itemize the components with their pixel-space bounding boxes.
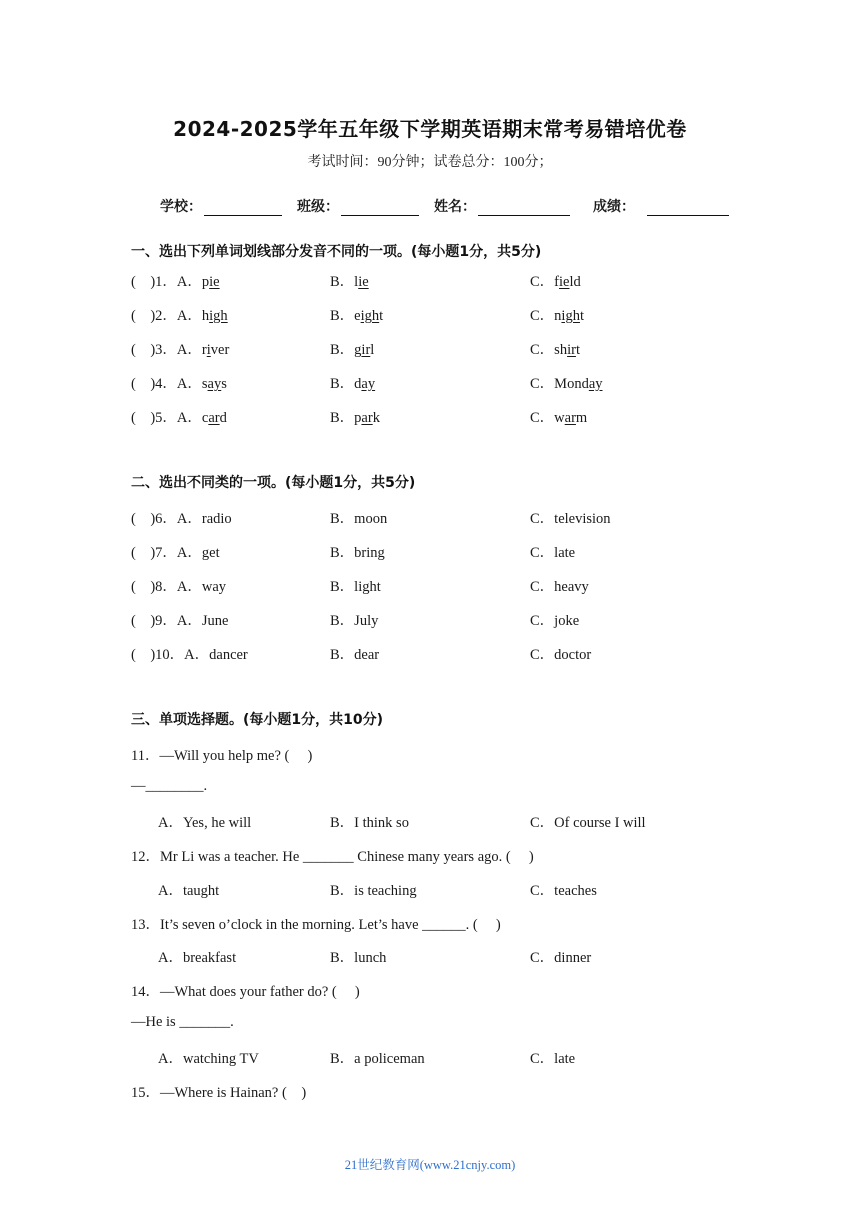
word-mid: igh xyxy=(209,308,228,324)
option-a: A．breakfast xyxy=(158,950,237,966)
word-post: t xyxy=(579,308,584,324)
option-c: C．Of course I will xyxy=(530,815,646,831)
option-a-label: ( )3．A． xyxy=(131,342,202,358)
option-c: C．dinner xyxy=(530,950,592,966)
word-mid: ar xyxy=(208,410,220,426)
word-post: d xyxy=(219,410,227,426)
question-row xyxy=(131,575,751,597)
question-14-stem: 14．—What does your father do? ( ) xyxy=(131,984,360,1000)
word-pre: n xyxy=(554,308,562,324)
word-post: k xyxy=(372,410,380,426)
word-pre: r xyxy=(201,342,207,358)
question-13-stem: 13．It’s seven o’clock in the morning. Let’s have ______. ( ) xyxy=(131,917,501,933)
word-mid: ar xyxy=(361,410,373,426)
word-post: t xyxy=(575,342,580,358)
question-row xyxy=(131,270,751,292)
word-pre: w xyxy=(554,410,565,426)
question-11-answer-line: —________. xyxy=(131,778,208,794)
option-b: B．moon xyxy=(330,511,388,527)
score-label: 成绩： xyxy=(593,199,635,215)
option-c: C．late xyxy=(530,1051,576,1067)
question-row xyxy=(131,304,751,326)
option-a: ( )8．A．way xyxy=(131,579,227,595)
word-pre: g xyxy=(354,342,362,358)
option-c xyxy=(530,304,584,325)
option-a-label: ( )5．A． xyxy=(131,410,202,426)
question-row xyxy=(131,406,751,428)
school-field xyxy=(160,196,282,216)
option-a xyxy=(131,406,227,427)
option-a: ( )9．A．June xyxy=(131,613,229,629)
word-mid: ie xyxy=(559,274,570,290)
word-pre: c xyxy=(201,410,209,426)
option-a: A．watching TV xyxy=(158,1051,259,1067)
word-pre: p xyxy=(354,410,362,426)
option-c-label: C． xyxy=(530,274,555,290)
option-a: A．taught xyxy=(158,883,220,899)
section-3-heading: 三、单项选择题。(每小题1分，共10分) xyxy=(131,712,384,728)
word-pre: Mond xyxy=(554,376,589,392)
word-pre: f xyxy=(554,274,560,290)
question-12-stem: 12．Mr Li was a teacher. He _______ Chinese many years ago. ( ) xyxy=(131,849,534,865)
word-pre: h xyxy=(201,308,210,324)
option-b: B．lunch xyxy=(330,950,387,966)
option-a-label: ( )2．A． xyxy=(131,308,202,324)
question-11-stem: 11．—Will you help me? ( ) xyxy=(131,748,313,764)
option-a: ( )10．A．dancer xyxy=(131,647,248,663)
word-post: m xyxy=(575,410,588,426)
word-mid: ay xyxy=(207,376,222,392)
word-mid: ir xyxy=(361,342,371,358)
word-mid: ay xyxy=(588,376,603,392)
question-14-options xyxy=(158,1047,758,1069)
option-c xyxy=(530,338,580,359)
section-2-heading: 二、选出不同类的一项。(每小题1分，共5分) xyxy=(131,475,416,491)
option-b: B．I think so xyxy=(330,815,409,831)
footer-watermark: 21世纪教育网(www.21cnjy.com) xyxy=(344,1158,516,1172)
word-mid: igh xyxy=(360,308,380,324)
word-post: t xyxy=(379,308,384,324)
word-pre: p xyxy=(201,274,210,290)
word-post: l xyxy=(370,342,375,358)
option-a-label: ( )1．A． xyxy=(131,274,202,290)
class-label: 班级： xyxy=(297,199,339,215)
option-b: B．July xyxy=(330,613,379,629)
word-pre: l xyxy=(354,274,359,290)
question-row xyxy=(131,609,751,631)
page-title: 2024-2025学年五年级下学期英语期末常考易错培优卷 xyxy=(173,117,687,141)
section-1-heading: 一、选出下列单词划线部分发音不同的一项。(每小题1分，共5分) xyxy=(131,244,542,260)
option-b-label: B． xyxy=(330,376,355,392)
word-pre: sh xyxy=(554,342,568,358)
option-b xyxy=(330,338,374,359)
word-mid: ie xyxy=(358,274,369,290)
question-13-options xyxy=(158,946,758,968)
option-c: C．joke xyxy=(530,613,580,629)
option-c xyxy=(530,270,581,291)
word-mid: i xyxy=(206,342,211,358)
word-mid: ar xyxy=(564,410,576,426)
name-blank xyxy=(478,199,570,216)
question-15-stem: 15．—Where is Hainan? ( ) xyxy=(131,1085,307,1101)
option-b: B．bring xyxy=(330,545,385,561)
score-blank xyxy=(647,199,729,216)
option-b xyxy=(330,372,375,393)
question-row xyxy=(131,507,751,529)
word-pre: s xyxy=(201,376,208,392)
question-row xyxy=(131,643,751,665)
question-row xyxy=(131,338,751,360)
word-mid: ir xyxy=(567,342,576,358)
school-blank xyxy=(204,199,282,216)
question-12-options xyxy=(158,879,758,901)
word-post: ld xyxy=(569,274,581,290)
option-b-label: B． xyxy=(330,308,355,324)
option-b-label: B． xyxy=(330,274,355,290)
name-label: 姓名： xyxy=(434,199,476,215)
option-a xyxy=(131,304,228,325)
option-c: C．doctor xyxy=(530,647,592,663)
name-field xyxy=(434,196,570,216)
option-a-label: ( )4．A． xyxy=(131,376,202,392)
question-14-answer-line: —He is _______. xyxy=(131,1014,234,1030)
word-pre: d xyxy=(354,376,362,392)
word-mid: ie xyxy=(209,274,220,290)
option-a: ( )6．A．radio xyxy=(131,511,232,527)
option-a xyxy=(131,270,220,291)
option-a xyxy=(131,372,227,393)
question-row xyxy=(131,372,751,394)
word-pre: e xyxy=(354,308,361,324)
student-info-row xyxy=(0,196,860,218)
option-b xyxy=(330,304,383,325)
option-c-label: C． xyxy=(530,308,555,324)
score-field xyxy=(593,196,729,216)
school-label: 学校： xyxy=(160,199,202,215)
word-post: ver xyxy=(210,342,230,358)
option-b xyxy=(330,406,380,427)
option-a: ( )7．A．get xyxy=(131,545,220,561)
option-c-label: C． xyxy=(530,342,555,358)
question-row xyxy=(131,541,751,563)
option-b: B．light xyxy=(330,579,381,595)
option-c: C．teaches xyxy=(530,883,597,899)
option-b-label: B． xyxy=(330,410,355,426)
class-blank xyxy=(341,199,419,216)
word-post: s xyxy=(221,376,227,392)
option-b: B．is teaching xyxy=(330,883,417,899)
option-c-label: C． xyxy=(530,376,555,392)
option-c: C．heavy xyxy=(530,579,589,595)
option-c: C．late xyxy=(530,545,576,561)
option-a: A．Yes, he will xyxy=(158,815,252,831)
option-b-label: B． xyxy=(330,342,355,358)
option-c-label: C． xyxy=(530,410,555,426)
option-c xyxy=(530,406,587,427)
option-b: B．a policeman xyxy=(330,1051,425,1067)
class-field xyxy=(297,196,419,216)
option-a xyxy=(131,338,229,359)
option-c xyxy=(530,372,603,393)
option-b xyxy=(330,270,369,291)
option-c: C．television xyxy=(530,511,611,527)
option-b: B．dear xyxy=(330,647,380,663)
question-11-options xyxy=(158,811,758,833)
word-mid: ay xyxy=(361,376,376,392)
exam-subtitle: 考试时间：90分钟；试卷总分：100分； xyxy=(307,155,553,170)
word-mid: igh xyxy=(561,308,580,324)
